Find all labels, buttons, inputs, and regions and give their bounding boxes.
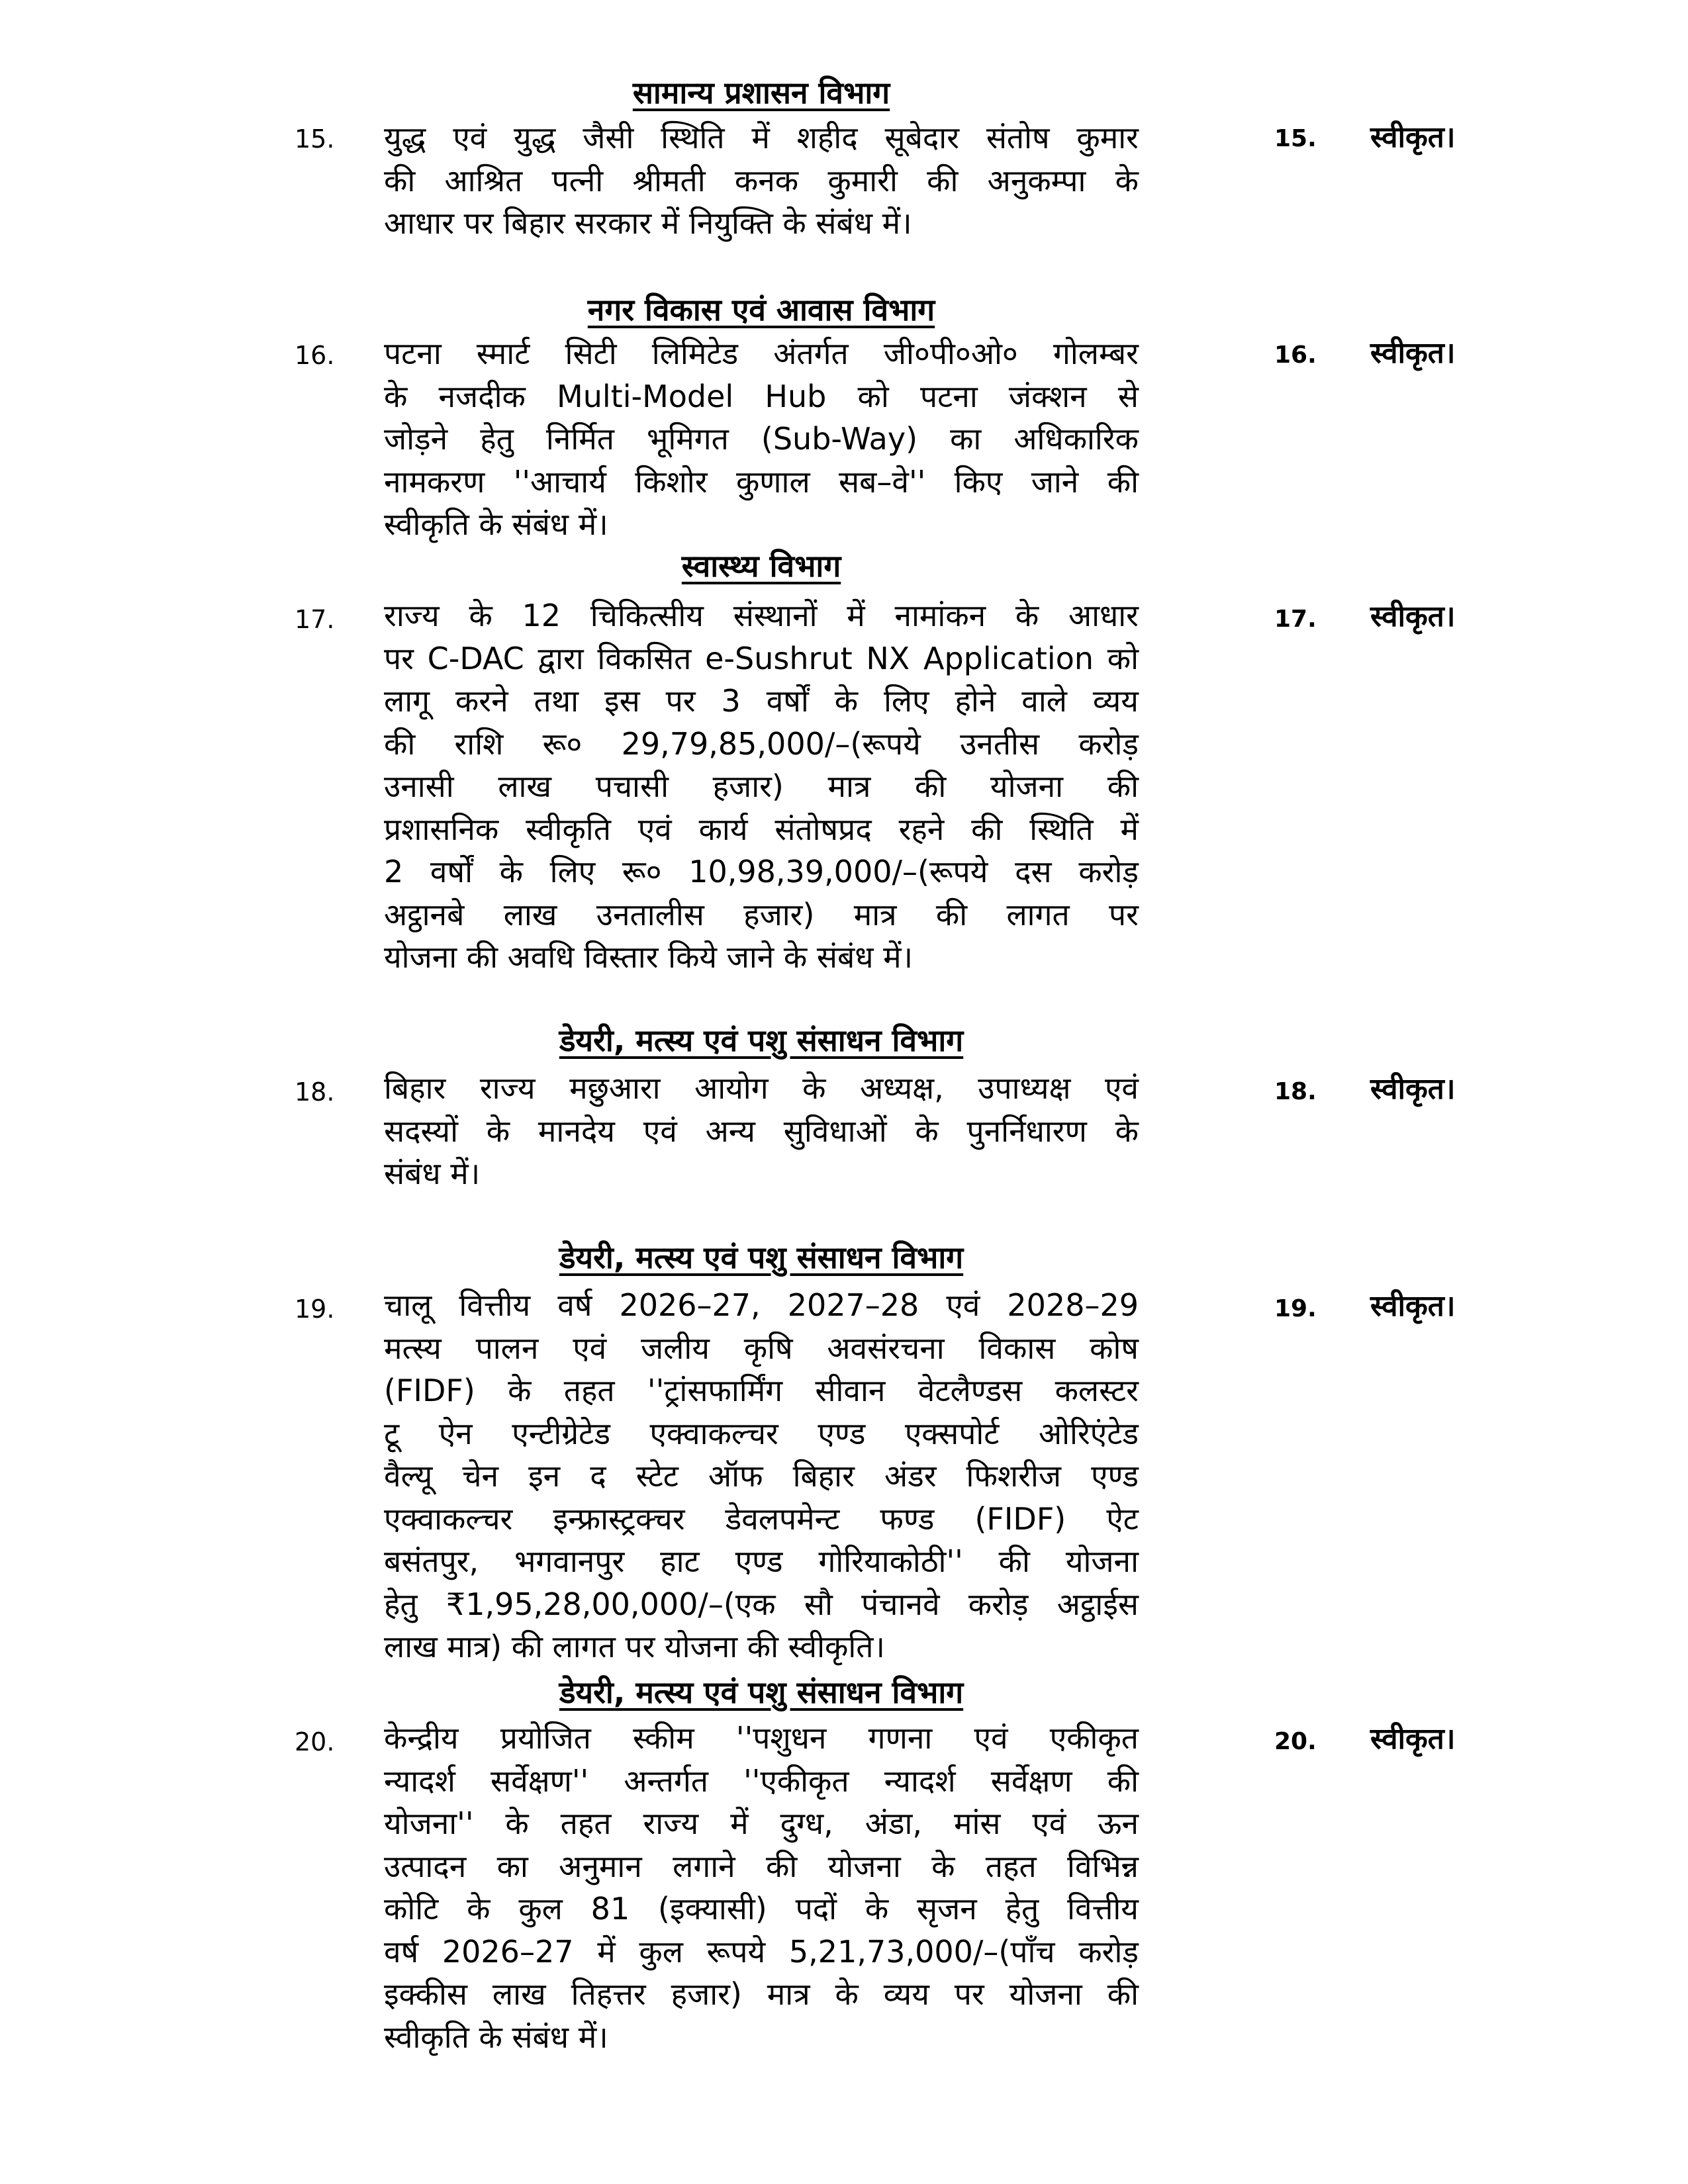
item-line: वैल्यू चेन इन द स्टेट ऑफ बिहार अंडर फिशरीज एण्ड	[384, 1458, 1139, 1494]
item-line: युद्ध एवं युद्ध जैसी स्थिति में शहीद सूबेदार संतोष कुमार	[384, 120, 1139, 156]
decision-number: 16.	[1274, 341, 1317, 369]
item-line: बसंतपुर, भगवानपुर हाट एण्ड गोरियाकोठी'' की योजना	[384, 1543, 1139, 1579]
decision-number: 19.	[1274, 1295, 1317, 1322]
item-line: केन्द्रीय प्रयोजित स्कीम ''पशुधन गणना एवं एकीकृत	[384, 1720, 1139, 1756]
item-line: टू ऐन एन्टीग्रेटेड एक्वाकल्चर एण्ड एक्सपोर्ट ओरिएंटेड	[384, 1415, 1139, 1451]
item-line: (FIDF) के तहत ''ट्रांसफार्मिंग सीवान वेटलैण्डस कलस्टर	[384, 1373, 1139, 1408]
item-line: कोटि के कुल 81 (इक्यासी) पदों के सृजन हेतु वित्तीय	[384, 1891, 1139, 1927]
department-heading: डेयरी, मत्स्य एवं पशु संसाधन विभाग	[559, 1240, 964, 1275]
department-heading: स्वास्थ्य विभाग	[681, 548, 841, 584]
item-number: 19.	[295, 1295, 335, 1324]
item-line: 2 वर्षों के लिए रू० 10,98,39,000/–(रूपये दस करोड़	[384, 854, 1139, 889]
decision-status: स्वीकृत।	[1370, 336, 1456, 370]
item-description	[384, 594, 1139, 979]
decision-number: 17.	[1274, 606, 1317, 633]
item-line: स्वीकृति के संबंध में।	[384, 2019, 608, 2055]
decision-status: स्वीकृत।	[1370, 120, 1456, 154]
item-line: के नजदीक Multi-Model Hub को पटना जंक्शन से	[384, 378, 1139, 414]
item-line: जोड़ने हेतु निर्मित भूमिगत (Sub-Way) का अधिकारिक	[384, 421, 1139, 457]
item-line: की राशि रू० 29,79,85,000/–(रूपये उनतीस करोड़	[384, 725, 1139, 762]
item-description	[384, 116, 1139, 245]
item-line: योजना की अवधि विस्तार किये जाने के संबंध में।	[384, 939, 914, 975]
item-line: वर्ष 2026–27 में कुल रूपये 5,21,73,000/–(पाँच करोड़	[384, 1933, 1139, 1970]
item-description	[384, 1067, 1139, 1195]
item-number: 16.	[295, 341, 335, 370]
decision-number: 20.	[1274, 1728, 1317, 1755]
decision-status: स्वीकृत।	[1370, 1289, 1456, 1323]
item-line: मत्स्य पालन एवं जलीय कृषि अवसंरचना विकास कोष	[384, 1330, 1139, 1366]
item-line: लाख मात्र) की लागत पर योजना की स्वीकृति।	[384, 1629, 885, 1664]
item-number: 17.	[295, 605, 335, 634]
item-line: चालू वित्तीय वर्ष 2026–27, 2027–28 एवं 2028–29	[384, 1287, 1139, 1323]
item-line: उनासी लाख पचासी हजार) मात्र की योजना की	[384, 768, 1139, 804]
item-description	[384, 1717, 1139, 2058]
item-line: न्यादर्श सर्वेक्षण'' अन्तर्गत ''एकीकृत न्यादर्श सर्वेक्षण की	[384, 1762, 1139, 1799]
department-heading: नगर विकास एवं आवास विभाग	[587, 292, 935, 328]
department-heading: डेयरी, मत्स्य एवं पशु संसाधन विभाग	[559, 1674, 964, 1710]
item-description	[384, 332, 1139, 546]
decision-number: 15.	[1274, 125, 1317, 152]
item-number: 20.	[295, 1727, 335, 1756]
item-description	[384, 1284, 1139, 1668]
decision-status: स्वीकृत।	[1370, 1722, 1456, 1756]
item-line: नामकरण ''आचार्य किशोर कुणाल सब–वे'' किए जाने की	[384, 463, 1139, 500]
item-line: योजना'' के तहत राज्य में दुग्ध, अंडा, मांस एवं ऊन	[384, 1805, 1139, 1841]
item-line: लागू करने तथा इस पर 3 वर्षों के लिए होने वाले व्यय	[384, 683, 1139, 719]
item-line: उत्पादन का अनुमान लगाने की योजना के तहत विभिन्न	[384, 1848, 1139, 1884]
item-number: 18.	[295, 1077, 335, 1107]
item-line: इक्कीस लाख तिहत्तर हजार) मात्र के व्यय पर योजना की	[384, 1976, 1139, 2012]
item-line: हेतु ₹1,95,28,00,000/–(एक सौ पंचानवे करोड़ अट्ठाईस	[384, 1586, 1139, 1622]
decision-number: 18.	[1274, 1078, 1317, 1105]
decision-status: स्वीकृत।	[1370, 600, 1456, 633]
department-heading: सामान्य प्रशासन विभाग	[632, 75, 890, 111]
item-number: 15.	[295, 124, 335, 154]
item-line: राज्य के 12 चिकित्सीय संस्थानों में नामांकन के आधार	[384, 598, 1139, 633]
item-line: की आश्रित पत्नी श्रीमती कनक कुमारी की अनुकम्पा के	[384, 162, 1139, 199]
item-line: सदस्यों के मानदेय एवं अन्य सुविधाओं के पुनर्निधारण के	[384, 1113, 1139, 1149]
item-line: स्वीकृति के संबंध में।	[384, 506, 608, 542]
item-line: प्रशासनिक स्वीकृति एवं कार्य संतोषप्रद रहने की स्थिति में	[384, 811, 1139, 847]
department-heading: डेयरी, मत्स्य एवं पशु संसाधन विभाग	[559, 1023, 964, 1058]
item-line: पर C-DAC द्वारा विकसित e-Sushrut NX Application को	[384, 640, 1139, 676]
item-line: अट्ठानबे लाख उनतालीस हजार) मात्र की लागत पर	[384, 896, 1139, 933]
item-line: संबंध में।	[384, 1156, 481, 1191]
item-line: एक्वाकल्चर इन्फ्रास्ट्रक्चर डेवलपमेन्ट फण्ड (FIDF) ऐट	[384, 1500, 1139, 1537]
decision-status: स्वीकृत।	[1370, 1072, 1456, 1106]
item-line: पटना स्मार्ट सिटी लिमिटेड अंतर्गत जी०पी०ओ० गोलम्बर	[384, 336, 1139, 371]
item-line: आधार पर बिहार सरकार में नियुक्ति के संबंध में।	[384, 205, 912, 241]
item-line: बिहार राज्य मछुआरा आयोग के अध्यक्ष, उपाध्यक्ष एवं	[384, 1070, 1139, 1106]
